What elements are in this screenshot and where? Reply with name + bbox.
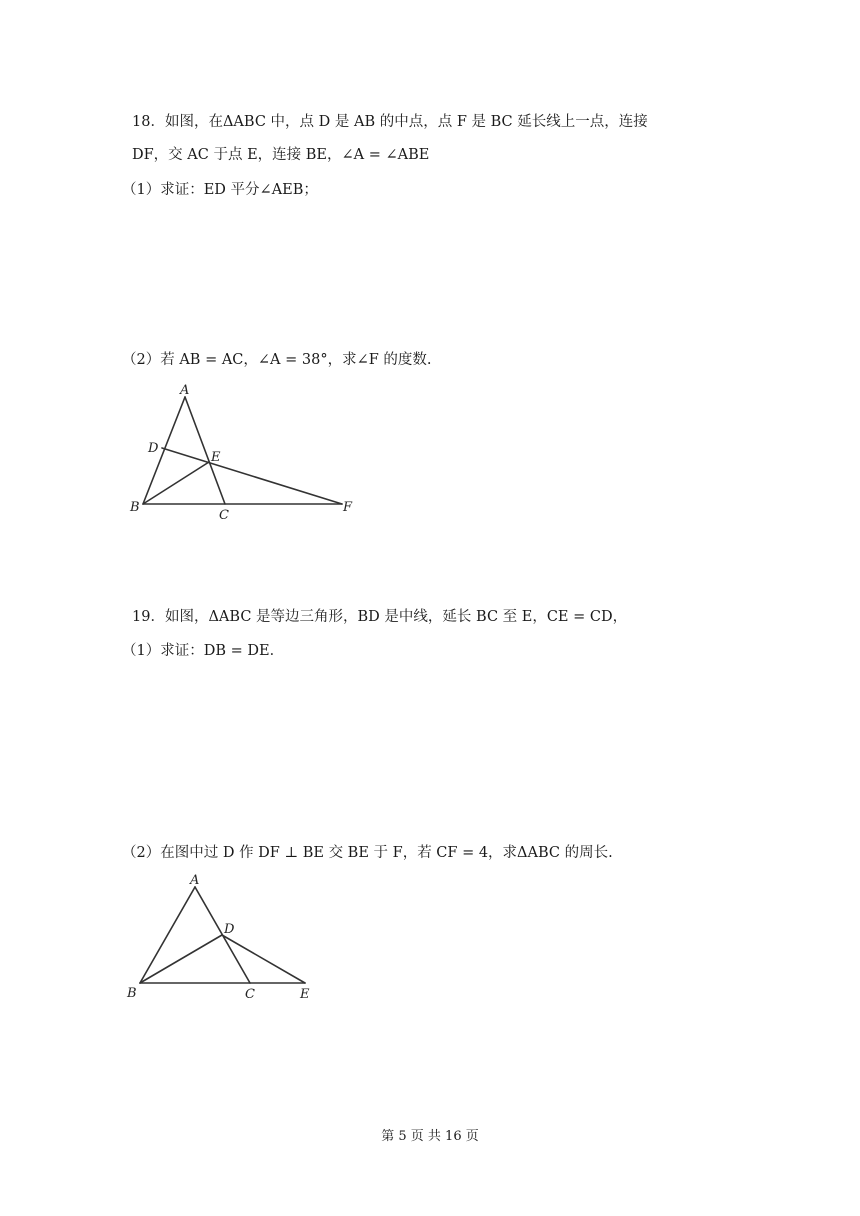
q19-segment-BD bbox=[140, 935, 222, 983]
q19-label-D: D bbox=[224, 922, 235, 937]
q19-label-C: C bbox=[245, 987, 255, 1002]
q18-label-C: C bbox=[219, 508, 229, 523]
q19-label-E: E bbox=[300, 987, 310, 1002]
q18-label-F: F bbox=[343, 500, 353, 515]
q18-part1: （1）求证：ED 平分∠AEB； bbox=[122, 182, 318, 198]
q18-stem-line2: DF，交 AC 于点 E，连接 BE，∠A = ∠ABE bbox=[132, 147, 430, 163]
q19-segment-DE bbox=[222, 935, 305, 983]
q18-stem-line1: 18．如图，在ΔABC 中，点 D 是 AB 的中点，点 F 是 BC 延长线上一点，连接 bbox=[132, 114, 648, 130]
q18-label-E: E bbox=[211, 450, 221, 465]
q19-label-A: A bbox=[190, 873, 200, 888]
q18-label-B: B bbox=[130, 500, 140, 515]
q19-part2: （2）在图中过 D 作 DF ⊥ BE 交 BE 于 F，若 CF = 4，求ΔABC 的周长. bbox=[122, 845, 613, 861]
q18-label-A: A bbox=[180, 383, 190, 398]
q19-label-B: B bbox=[127, 986, 137, 1001]
q19-stem-line1: 19．如图，ΔABC 是等边三角形，BD 是中线，延长 BC 至 E，CE = CD， bbox=[132, 609, 628, 625]
q18-label-D: D bbox=[148, 441, 159, 456]
q19-part1: （1）求证：DB = DE． bbox=[122, 643, 285, 659]
page-footer: 第 5 页 共 16 页 bbox=[381, 1129, 479, 1144]
q19-segment-AB bbox=[140, 887, 195, 983]
q18-part2: （2）若 AB = AC，∠A = 38°，求∠F 的度数. bbox=[122, 352, 432, 368]
